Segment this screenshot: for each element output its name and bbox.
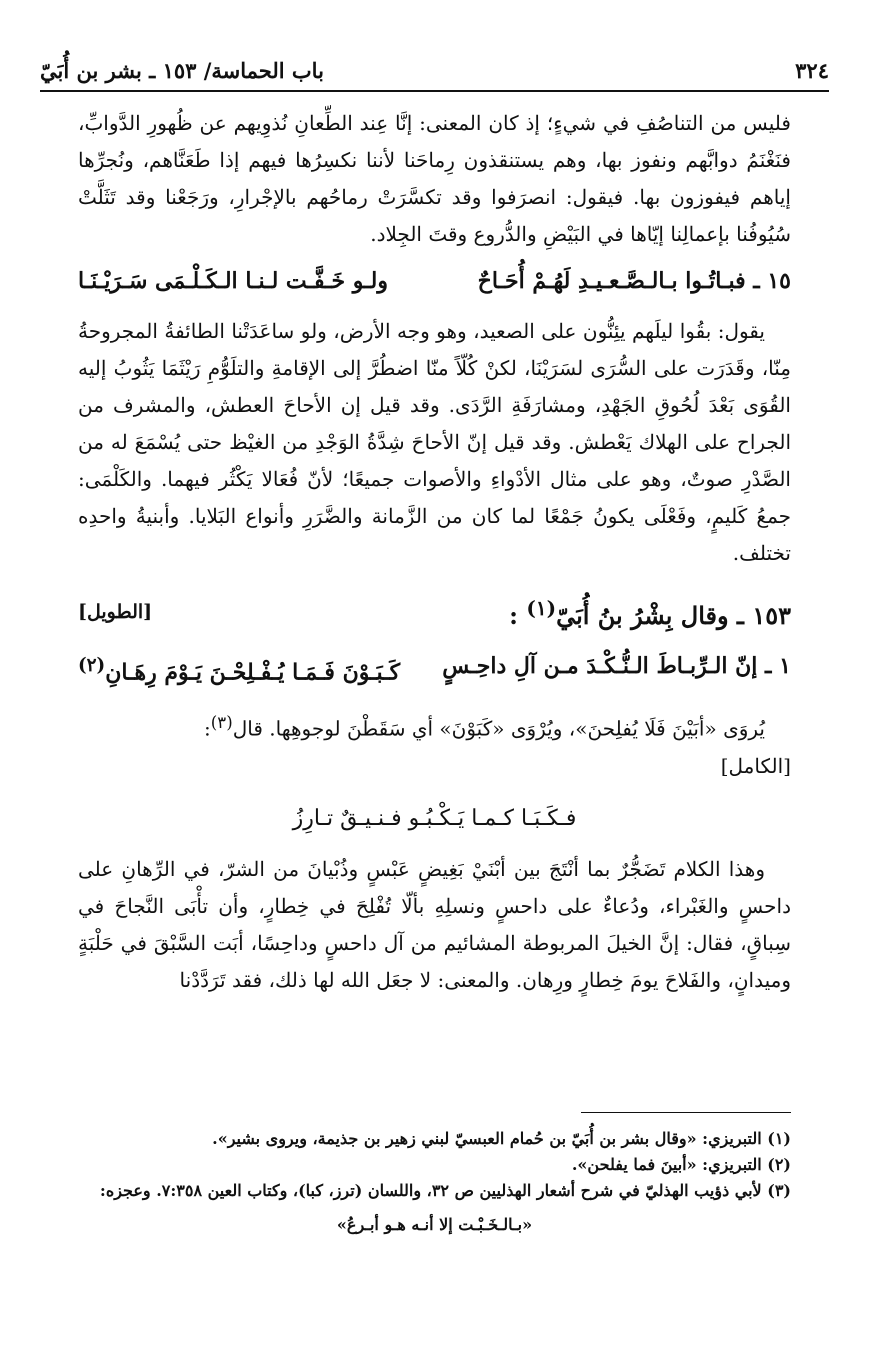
verse-15: [78, 259, 791, 303]
quoted-verse: فـكَـبَـا كـمـا يَـكْـبُـو فـنـيـقٌ تـارِزُ: [292, 805, 577, 831]
verse-first-hemistich: ١٥ ـ فبـاتُـوا بـالـصَّـعـيـدِ لَهُـمْ أُحَـاحٌ: [477, 268, 791, 294]
verse-first-hemistich: ١ ـ إنّ الـرِّبـاطَ الـنُّـكْـدَ مـن آلِ داحِـسٍ: [442, 653, 791, 679]
page-header: [40, 50, 829, 92]
verse-second-hemistich: ولـو خَـفَّـت لـنـا الـكَـلْـمَى سَـرَيْـنَـا: [78, 268, 388, 294]
meter-label: [الكامل]: [720, 753, 791, 778]
verse-1: [78, 644, 791, 694]
poem-heading: [78, 586, 791, 638]
footnote-quote: «بـالـخَـبْـت إلا أنـه هـو أبـرعُ»: [336, 1215, 533, 1234]
footnote-ref: (٢): [78, 655, 106, 676]
commentary-text: يُروَى «أبَيْنَ فَلَا يُفلِحنَ»، ويُرْوَى «كَبَوْنَ» أي سَقَطْنَ لوجوهِها. قال: [232, 716, 765, 741]
footnote-ref: (٣): [210, 713, 233, 733]
paragraph: فليس من التناصُفِ في شيءٍ؛ إذ كان المعنى: إنَّا عِند الطِّعانِ نُذوِيهم عن ظُهورِ الدَّوابِّ، فنَغْنَمُ دوابَّهم ونفوز بها، وهم يستنقذون رِماحَنا لأننا نكسِرُها فيهم إذا طَعَنَّاهم، ونُجرِّها إياهم فيفوزون بها. فيقول: انصرَفوا وقد تكسَّرَتْ رماحُهم بالإجْرارِ، ورَجَعْنا وقد تَثَلَّتْ سُيُوفُنا بإعمالِنا إيّاها في البَيْضِ والدُّروع وقتَ الجِلاد.: [78, 111, 791, 246]
footnote-divider: [581, 1112, 791, 1113]
running-title: باب الحماسة/ ١٥٣ ـ بشر بن أُبَيّ: [40, 57, 324, 83]
footnote-ref: (١): [526, 596, 557, 620]
meter-label: [الطويل]: [78, 601, 153, 623]
main-text: [78, 105, 791, 999]
commentary-paragraph: يقول: بقُوا ليلَهم يئِنُّون على الصعيد، وهو وجه الأرض، ولو ساعَدَتْنا الطائفةُ المجروحةُ مِنّا، وقَدَرَت على السُّرَى لسَرَيْنَا، لكنْ كُلّاً منّا اضطُرَّ إلى الإقامةِ والتلَوُّمِ رَيْثَمَا يَثُوبُ إليه القُوَى بَعْدَ لُحُوقِ الجَهْدِ، ومشارَفَةِ الرَّدَى. وقد قيل إن الأحاحَ العطش، والمشرف من الجراح على الهلاك يَعْطش. وقد قيل إنّ الأحاحَ شِدَّةُ الوَجْدِ من الغيْظ حتى يُسْمَعَ له من الصَّدْرِ صوتٌ، وهو على مثال الأدْواءِ والأصوات جميعًا؛ لأنّ فُعَالا يَكْثُر فيهما. والكَلْمَى: جمعُ كَليمٍ، وفَعْلَى يكونُ جَمْعًا لما كان من الزَّمانة والضَّرَرِ وأنواع البَلايا. وأبنيةُ واحدِه تختلف.: [78, 319, 791, 565]
footnote-3: (٣) لأبي ذؤيب الهذليّ في شرح أشعار الهذليين ص ٣٢، واللسان (ترز، كبا)، وكتاب العين ٧:٣٥٨. وعجزه:: [99, 1181, 791, 1200]
commentary-paragraph: وهذا الكلام تَضَجُّرٌ بما أنْتَجَ بين أبْنَيْ بَغِيضٍ عَبْسٍ وذُبْيانَ من الشرّ، في الرِّهانِ على داحسٍ والغَبْراء، ودُعاءٌ على داحسٍ ونسلِهِ بألّا تُفْلِحَ في خِطارٍ، وأن تأْبَى النَّجاحَ في سِباقٍ، فقال: إنَّ الخيلَ المربوطة المشائيم من آل داحسٍ وداحِسًا، أبَت السَّبْقَ في حَلْبَةٍ وميدانٍ، والفَلاحَ يومَ خِطارٍ ورِهان. والمعنى: لا جعَل الله لها ذلك، فقد تَرَدَّدْنا: [78, 856, 791, 992]
verse-second-hemistich: [78, 644, 400, 694]
footnote-2: (٢) التبريزي: «أبينَ فما يفلحن».: [571, 1155, 791, 1174]
footnotes: [78, 1126, 791, 1238]
verse-second-text: كَـبَـوْنَ فَـمَـا يُـفْـلِحْـنَ يَـوْمَ رِهَـانِ: [105, 659, 401, 686]
footnote-1: (١) التبريزي: «وقال بشر بن أُبَيّ بن حُمام العبسيّ لبني زهير بن جذيمة، ويروى بشير».: [212, 1129, 791, 1148]
commentary-paragraph: [78, 704, 791, 785]
poem-title-colon: :: [509, 601, 519, 630]
commentary-tail: :: [204, 716, 211, 741]
poem-title-text: ١٥٣ ـ وقال بِشْرُ بنُ أُبَيّ: [556, 601, 791, 630]
page-number: ٣٢٤: [795, 57, 829, 83]
poem-title: [509, 586, 791, 638]
